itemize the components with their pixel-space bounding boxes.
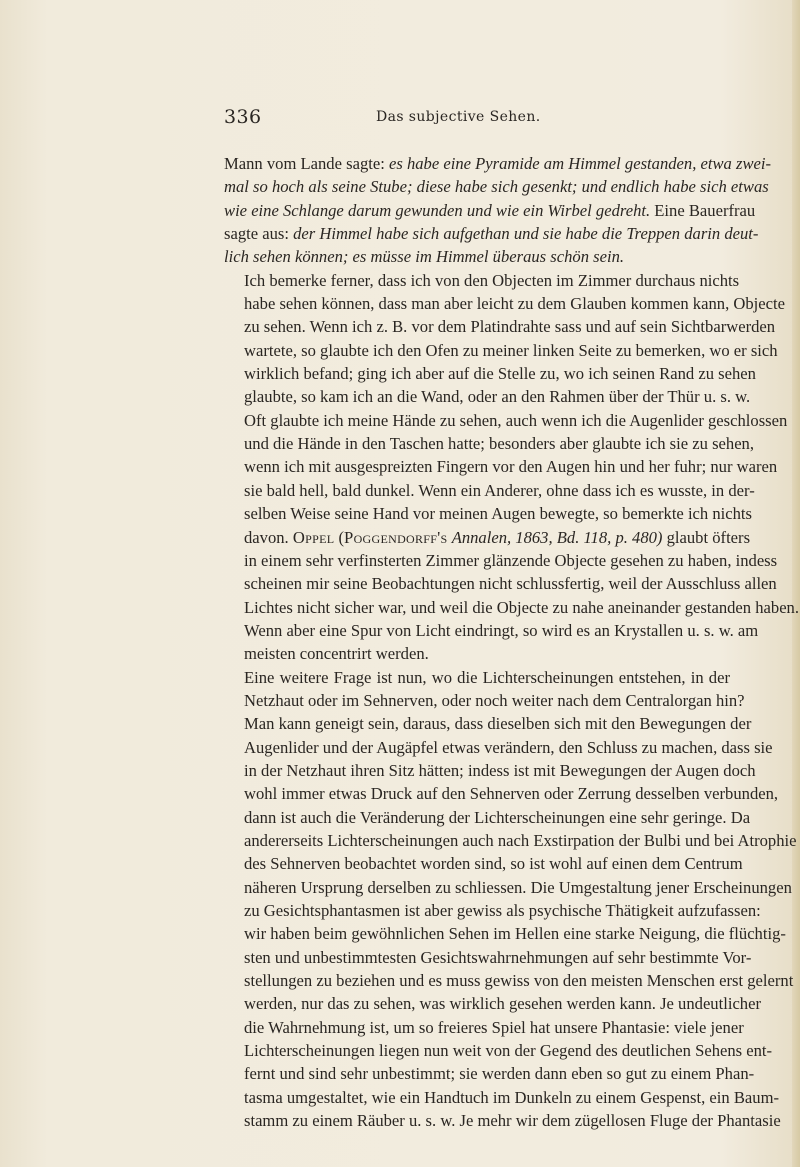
text-line <box>224 642 730 665</box>
italic-text: mal so hoch als seine Stube; diese habe sich gesenkt; und endlich habe sich etwas <box>224 177 769 197</box>
italic-text: der Himmel habe sich aufgethan und sie habe die Treppen darin deut- <box>293 224 759 244</box>
paragraph <box>224 269 799 666</box>
text-segment: Augenlider und der Augäpfel etwas verändern, den Schluss zu machen, dass sie <box>244 737 773 757</box>
text-line <box>224 292 785 315</box>
text-segment: die Wahrnehmung ist, um so freieres Spiel hat unsere Phantasie: viele jener <box>244 1017 744 1037</box>
text-segment: zu Gesichtsphantasmen ist aber gewiss als psychische Thätigkeit aufzufassen: <box>244 901 761 920</box>
text-line <box>224 992 761 1015</box>
text-line <box>224 759 756 782</box>
text-line <box>224 315 776 338</box>
text-segment: Man kann geneigt sein, daraus, dass dieselben sich mit den Bewegungen der <box>244 714 752 734</box>
text-line <box>224 689 745 712</box>
text-segment: Eine Bauerfrau <box>650 200 756 220</box>
text-segment: wartete, so glaubte ich den Ofen zu meiner linken Seite zu bemerken, wo er sich <box>244 340 778 360</box>
text-line <box>224 736 773 759</box>
text-line <box>224 479 755 502</box>
text-segment: selben Weise seine Hand vor meinen Augen bewegte, so bemerkte ich nichts <box>244 504 753 524</box>
text-line <box>224 362 756 385</box>
text-segment: werden, nur das zu sehen, was wirklich gesehen werden kann. Je undeutlicher <box>244 994 761 1014</box>
text-line <box>224 666 730 689</box>
page-number: 336 <box>224 106 262 128</box>
text-line <box>224 806 751 829</box>
text-segment: und die Hände in den Taschen hatte; besonders aber glaubte ich sie zu sehen, <box>244 434 754 454</box>
small-caps-name: Poggendorff's <box>344 527 448 547</box>
text-segment: Eine weitere Frage ist nun, wo die Lichterscheinungen entstehen, in der <box>244 667 730 687</box>
text-segment: ( <box>334 527 345 547</box>
text-line <box>224 222 759 245</box>
page-header <box>224 106 724 134</box>
text-segment: Mann vom Lande sagte: <box>224 154 389 173</box>
text-segment: fernt und sind sehr unbestimmt; sie werden dann eben so gut zu einem Phan- <box>244 1064 755 1084</box>
text-line <box>224 852 743 875</box>
text-segment: Wenn aber eine Spur von Licht eindringt, so wird es an Krystallen u. s. w. am <box>244 620 759 640</box>
text-line <box>224 549 778 572</box>
text-line <box>224 175 769 198</box>
text-line <box>224 969 794 992</box>
italic-text: wie eine Schlange darum gewunden und wie ein Wirbel gedreht. <box>224 200 651 220</box>
text-line <box>224 199 756 222</box>
text-segment: wenn ich mit ausgespreizten Fingern vor den Augen hin und her fuhr; nur waren <box>244 457 778 477</box>
text-line <box>224 1109 781 1132</box>
italic-text: es habe eine Pyramide am Himmel gestanden, etwa zwei- <box>388 154 772 173</box>
text-segment: tasma umgestaltet, wie ein Handtuch im Dunkeln zu einem Gespenst, ein Baum- <box>244 1087 780 1107</box>
text-segment: Netzhaut oder im Sehnerven, oder noch weiter nach dem Centralorgan hin? <box>244 690 745 710</box>
text-line <box>224 946 752 969</box>
text-segment: zu sehen. Wenn ich z. B. vor dem Platindrahte sass und auf sein Sichtbarwerden <box>244 317 776 337</box>
text-segment: wohl immer etwas Druck auf den Sehnerven oder Zerrung desselben verbunden, <box>244 784 779 804</box>
text-line <box>224 782 779 805</box>
text-line <box>224 712 752 735</box>
text-line <box>224 1039 773 1062</box>
text-line <box>224 829 797 852</box>
text-line <box>224 1086 780 1109</box>
text-line <box>224 619 759 642</box>
text-segment: Lichterscheinungen liegen nun weit von der Gegend des deutlichen Sehens ent- <box>244 1041 773 1061</box>
text-segment: in einem sehr verfinsterten Zimmer glänzende Objecte gesehen zu haben, indess <box>244 550 778 570</box>
text-segment: in der Netzhaut ihren Sitz hätten; indess ist mit Bewegungen der Augen doch <box>244 760 756 780</box>
text-segment: dann ist auch die Veränderung der Lichterscheinungen eine sehr geringe. Da <box>244 807 751 827</box>
small-caps-name: Oppel <box>292 527 335 547</box>
text-segment: stellungen zu beziehen und es muss gewiss von den meisten Menschen erst gelernt <box>244 971 794 991</box>
page-edge <box>792 0 800 1167</box>
text-segment: Oft glaubte ich meine Hände zu sehen, auch wenn ich die Augenlider geschlossen <box>244 410 788 430</box>
text-segment: Ich bemerke ferner, dass ich von den Objecten im Zimmer durchaus nichts <box>244 270 740 290</box>
text-line <box>224 526 751 549</box>
text-segment: des Sehnerven beobachtet worden sind, so ist wohl auf einen dem Centrum <box>244 854 743 874</box>
text-segment: wirklich befand; ging ich aber auf die Stelle zu, wo ich seinen Rand zu sehen <box>244 364 756 384</box>
text-line <box>224 899 761 922</box>
italic-text: Annalen, 1863, Bd. 118, p. 480) <box>451 527 663 547</box>
text-segment: stamm zu einem Räuber u. s. w. Je mehr wir dem zügellosen Fluge der Phantasie <box>244 1111 781 1131</box>
text-line <box>224 152 772 175</box>
text-segment: glaubt öfters <box>662 527 751 547</box>
text-segment: wir haben beim gewöhnlichen Sehen im Hellen eine starke Neigung, die flüchtig- <box>244 924 786 944</box>
italic-text: lich sehen können; es müsse im Himmel überaus schön sein. <box>224 247 625 267</box>
text-line <box>224 432 754 455</box>
text-segment: Lichtes nicht sicher war, und weil die Objecte zu nahe aneinander gestanden haben. <box>244 597 799 617</box>
text-segment: sagte aus: <box>224 224 294 244</box>
text-line <box>224 922 786 945</box>
text-segment: scheinen mir seine Beobachtungen nicht schlussfertig, weil der Ausschluss allen <box>244 574 777 594</box>
running-title: Das subjective Sehen. <box>376 109 541 125</box>
text-segment: habe sehen können, dass man aber leicht zu dem Glauben kommen kann, Objecte <box>244 294 785 314</box>
text-line <box>224 1062 755 1085</box>
text-segment: sten und unbestimmtesten Gesichtswahrnehmungen auf sehr bestimmte Vor- <box>244 947 752 967</box>
paragraph <box>224 666 797 1133</box>
text-line <box>224 339 778 362</box>
text-line <box>224 409 788 432</box>
text-line <box>224 245 730 268</box>
text-line <box>224 876 792 899</box>
text-line <box>224 572 777 595</box>
text-segment: andererseits Lichterscheinungen auch nach Exstirpation der Bulbi und bei Atrophie <box>244 830 797 850</box>
text-segment: sie bald hell, bald dunkel. Wenn ein Anderer, ohne dass ich es wusste, in der- <box>244 480 755 500</box>
text-line <box>224 502 753 525</box>
text-segment: glaubte, so kam ich an die Wand, oder an den Rahmen über der Thür u. s. w. <box>244 387 751 407</box>
text-segment: meisten concentrirt werden. <box>244 644 429 664</box>
paragraph <box>224 152 772 269</box>
text-line <box>224 596 799 619</box>
text-line <box>224 385 751 408</box>
text-line <box>224 1016 744 1039</box>
text-segment: näheren Ursprung derselben zu schliessen. Die Umgestaltung jener Erscheinungen <box>244 877 792 897</box>
text-line <box>224 455 778 478</box>
text-line <box>224 269 740 292</box>
text-segment: davon. <box>244 527 293 547</box>
body-text <box>224 152 799 1132</box>
